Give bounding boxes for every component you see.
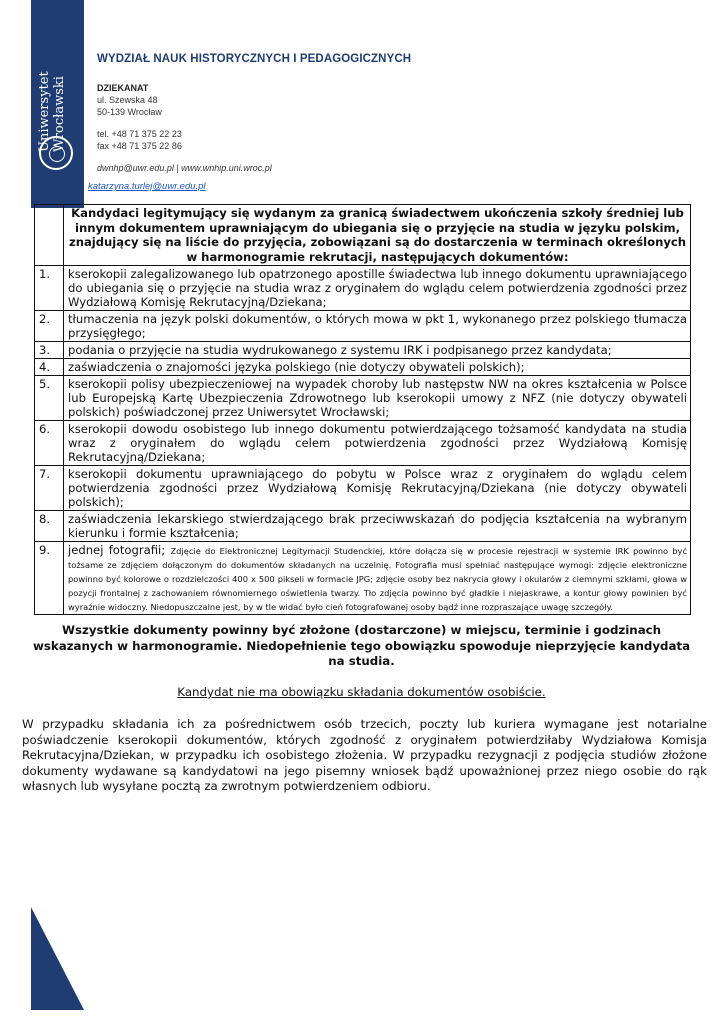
table-row xyxy=(35,311,691,342)
deadline-notice: Wszystkie dokumenty powinny być złożone (dostarczone) w miejscu, terminie i godzinach wskazanych w harmonogramie. Niedopełnienie tego obowiązku spowoduje nieprzyjęcie kandydata na studia. xyxy=(32,623,691,668)
university-seal-icon xyxy=(39,136,73,170)
item-text xyxy=(64,542,691,615)
item-number: 6. xyxy=(35,421,64,466)
web-contact: dwnhp@uwr.edu.pl | www.wnhip.uni.wroc.pl xyxy=(97,163,272,173)
contact-email-link[interactable]: katarzyna.turlej@uwr.edu.pl xyxy=(88,181,206,192)
address-city: 50-139 Wrocław xyxy=(97,107,162,117)
item-number: 8. xyxy=(35,511,64,542)
required-documents-table xyxy=(34,204,691,615)
table-heading: Kandydaci legitymujący się wydanym za granicą świadectwem ukończenia szkoły średniej lub innym dokumentem uprawniającym do ubiegania się o przyjęcie na studia w języku polskim, znajdujący się na liście do przyjęcia, zobowiązani są do dostarczenia w terminach określonych w harmonogramie rekrutacji, następujących dokumentów: xyxy=(64,205,691,266)
address-street: ul. Szewska 48 xyxy=(97,95,158,105)
item-text: kserokopii dowodu osobistego lub innego dokumentu potwierdzającego tożsamość kandydata na studia wraz z oryginałem do wglądu celem potwierdzenia zgodności przez Wydziałową Komisję Rekrutacyjną/Dziekana; xyxy=(64,421,691,466)
table-row xyxy=(35,421,691,466)
item-text: podania o przyjęcie na studia wydrukowanego z systemu IRK i podpisanego przez kandydata; xyxy=(64,342,691,359)
item-text: kserokopii dokumentu uprawniającego do pobytu w Polsce wraz z oryginałem do wglądu celem potwierdzenia zgodności przez Wydziałową Komisję Rekrutacyjną/Dziekana (nie dotyczy obywateli polskich); xyxy=(64,466,691,511)
item-number: 3. xyxy=(35,342,64,359)
photo-item-lead: jednej fotografii; xyxy=(68,543,166,557)
table-row xyxy=(35,376,691,421)
table-row xyxy=(35,542,691,615)
table-row xyxy=(35,466,691,511)
item-number: 9. xyxy=(35,542,64,615)
third-party-submission-paragraph: W przypadku składania ich za pośrednictwem osób trzecich, poczty lub kuriera wymagane jest notarialne poświadczenie kserokopii dokumentów, których zgodność z oryginałem potwierdziłaby Wydziałowa Komisja Rekrutacyjna/Dziekan, w przypadku ich osobistego złożenia. W przypadku rezygnacji z podjęcia studiów złożone dokumenty wydawane są kandydatowi na jego pisemny wniosek bądź upoważnionej przez niego osobie do rąk własnych lub wysyłane pocztą za zwrotnym potwierdzeniem odbioru. xyxy=(22,717,707,793)
item-number: 4. xyxy=(35,359,64,376)
item-text: kserokopii zalegalizowanego lub opatrzonego apostille świadectwa lub innego dokumentu uprawniającego do ubiegania się o przyjęcie na studia wraz z oryginałem do wglądu celem potwierdzenia zgodności przez Wydziałową Komisję Rekrutacyjną/Dziekana; xyxy=(64,266,691,311)
item-number: 2. xyxy=(35,311,64,342)
table-row xyxy=(35,342,691,359)
photo-requirements-note: Zdjęcie do Elektronicznej Legitymacji Studenckiej, które dołącza się w procesie rejestracji w systemie IRK powinno być tożsame ze zdjęciem dołączonym do dokumentów składanych na uczelnię. Fotografia musi spełniać następujące wymogi: zdjęcie elektroniczne powinno być kolorowe o rozdzielczości 400 x 500 pikseli w formacie JPG; zdjęcie osoby bez nakrycia głowy i okularów z ciemnymi szkłami, głowa w pozycji frontalnej z zachowaniem równomiernego oświetlenia twarzy. Tło zdjęcia powinno być gładkie i niejaskrawe, a kontur głowy powinien być wyraźnie widoczny. Niedopuszczalne jest, by w tle widać było cień fotografowanej osoby bądź inne rozpraszające uwagę szczegóły. xyxy=(68,546,688,612)
item-number: 7. xyxy=(35,466,64,511)
fax-number: fax +48 71 375 22 86 xyxy=(97,141,182,151)
footer-corner-decoration xyxy=(31,907,84,1010)
phone-number: tel. +48 71 375 22 23 xyxy=(97,129,182,139)
item-text: tłumaczenia na język polski dokumentów, o których mowa w pkt 1, wykonanego przez polskiego tłumacza przysięgłego; xyxy=(64,311,691,342)
item-number: 1. xyxy=(35,266,64,311)
table-row xyxy=(35,511,691,542)
table-row xyxy=(35,359,691,376)
table-row xyxy=(35,266,691,311)
item-text: kserokopii polisy ubezpieczeniowej na wypadek choroby lub następstw NW na okres kształcenia w Polsce lub Europejską Kartę Ubezpieczenia Zdrowotnego lub kserokopii umowy z NFZ (nie dotyczy obywateli polskich) poświadczonej przez Uniwersytet Wrocławski; xyxy=(64,376,691,421)
item-number: 5. xyxy=(35,376,64,421)
faculty-name: WYDZIAŁ NAUK HISTORYCZNYCH I PEDAGOGICZNYCH xyxy=(97,53,412,65)
personal-submission-notice: Kandydat nie ma obowiązku składania dokumentów osobiście. xyxy=(177,685,546,699)
university-name: Uniwersytet Wrocławski xyxy=(37,71,67,152)
office-name: DZIEKANAT xyxy=(97,83,149,93)
item-text: zaświadczenia lekarskiego stwierdzającego brak przeciwwskazań do podjęcia kształcenia na wybranym kierunku i formie kształcenia; xyxy=(64,511,691,542)
item-text: zaświadczenia o znajomości języka polskiego (nie dotyczy obywateli polskich); xyxy=(64,359,691,376)
